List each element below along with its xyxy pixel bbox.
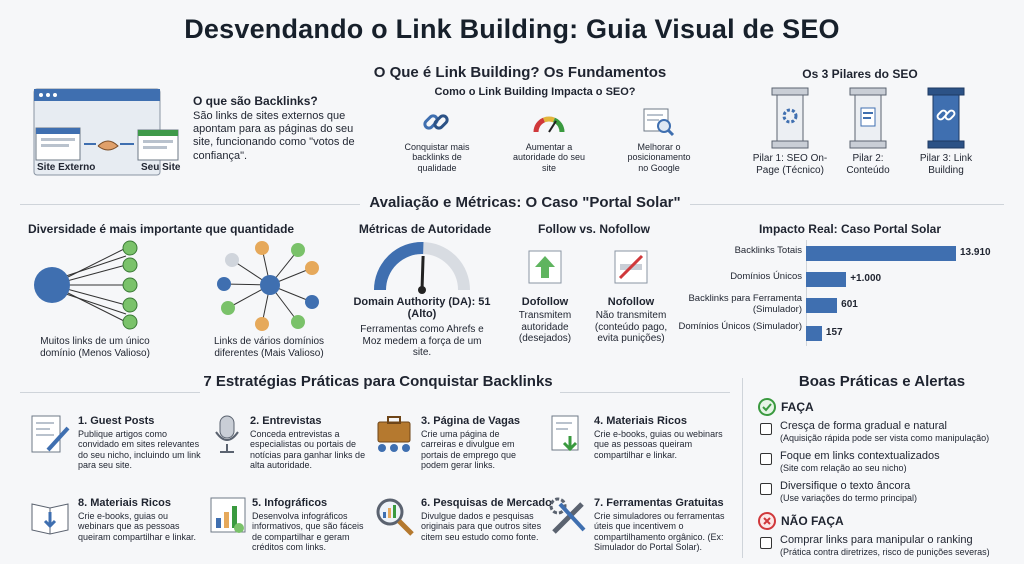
pilar-2-label: Pilar 2: Conteúdo	[846, 153, 890, 176]
impacto-2-label: Aumentar a autoridade do seu site	[512, 142, 586, 173]
page-title: Desvendando o Link Building: Guia Visual de SEO	[184, 14, 840, 44]
pillar-1-gear-icon	[770, 86, 810, 150]
briefcase-icon	[372, 412, 416, 456]
faca-3-title: Diversifique o texto âncora	[780, 480, 911, 492]
chart-value-label: 13.910	[960, 247, 991, 258]
writing-icon	[28, 412, 72, 456]
chart-bar	[806, 326, 822, 341]
arrow-up-icon	[528, 250, 562, 284]
research-magnifier-icon	[372, 494, 416, 538]
dofollow-title: Dofollow	[521, 296, 569, 308]
nofollow-title: Nofollow	[607, 296, 655, 308]
nofollow-text: Não transmitem (conteúdo pago, evita punições)	[594, 310, 668, 344]
pillar-3-chain-link-icon	[926, 86, 966, 150]
gauge-icon	[532, 106, 566, 138]
estrategia-7-title: 7. Ferramentas Gratuitas	[594, 497, 724, 509]
chain-link-icon	[420, 106, 452, 138]
chart-category-label: Backlinks para Ferramenta (Simulador)	[688, 293, 802, 315]
seu-site-label: Seu Site	[141, 162, 181, 173]
divider	[560, 392, 730, 393]
estrategias-heading: 7 Estratégias Práticas para Conquistar Backlinks	[203, 373, 553, 390]
boas-praticas-heading: Boas Práticas e Alertas	[798, 373, 966, 390]
estrategia-1-title: 1. Guest Posts	[78, 415, 155, 427]
diversidade-heading: Diversidade é mais importante que quantidade	[28, 222, 295, 236]
chart-category-label: Backlinks Totais	[734, 245, 802, 256]
checkbox	[760, 453, 772, 465]
impact-bar-chart	[676, 240, 1016, 346]
pillar-2-document-icon	[848, 86, 888, 150]
divider	[20, 392, 200, 393]
estrategia-8-text: Crie e-books, guias ou webinars que as pessoas queiram compartilhar e linkar.	[78, 511, 197, 542]
infographic-icon	[208, 494, 248, 538]
download-document-icon	[548, 412, 588, 456]
estrategia-7-text: Crie simuladores ou ferramentas úteis que incentivem o compartilhamento orgânico. (Ex: Simulador do Portal Solar).	[594, 511, 725, 553]
chart-bar	[806, 298, 837, 313]
estrategia-6-text: Divulgue dados e pesquisas originais para que outros sites citem seu estudo como fonte.	[421, 511, 542, 542]
divider	[20, 204, 360, 205]
checkbox	[760, 537, 772, 549]
chart-bar	[806, 272, 846, 287]
estrategia-3-title: 3. Página de Vagas	[421, 415, 521, 427]
impacto-real-heading: Impacto Real: Caso Portal Solar	[758, 222, 942, 236]
multi-domain-diagram	[218, 240, 322, 330]
da-text: Ferramentas como Ahrefs e Moz medem a força de um site.	[360, 324, 484, 358]
diag2-caption: Links de vários domínios diferentes (Mais Valioso)	[213, 336, 325, 359]
da-label: Domain Authority (DA): 51 (Alto)	[353, 296, 491, 320]
follow-heading: Follow vs. Nofollow	[538, 222, 650, 236]
chart-category-label: Domínios Únicos	[730, 271, 802, 282]
chart-value-label: 157	[825, 327, 843, 338]
chart-value-label: +1.000	[850, 273, 882, 284]
estrategia-4-title: 4. Materiais Ricos	[594, 415, 687, 427]
divider	[690, 204, 1004, 205]
microphone-icon	[210, 412, 244, 456]
faca-2-title: Foque em links contextualizados	[780, 450, 940, 462]
faca-1-title: Cresça de forma gradual e natural	[780, 420, 947, 432]
backlinks-text: São links de sites externos que apontam para as páginas do seu site, funcionando como "votos de confiança".	[193, 110, 355, 162]
faca-2-note: (Site com relação ao seu nicho)	[780, 463, 907, 473]
faca-label: FAÇA	[781, 400, 814, 414]
nao-faca-label: NÃO FAÇA	[781, 514, 844, 528]
avaliacao-heading: Avaliação e Métricas: O Caso "Portal Solar"	[369, 194, 681, 211]
checkbox	[760, 483, 772, 495]
estrategia-8-title: 8. Materiais Ricos	[78, 497, 171, 509]
impacto-heading: Como o Link Building Impacta o SEO?	[434, 86, 636, 98]
site-externo-label: Site Externo	[37, 162, 96, 173]
divider	[742, 378, 743, 558]
pilares-heading: Os 3 Pilares do SEO	[802, 67, 918, 81]
fundamentos-heading: O Que é Link Building? Os Fundamentos	[373, 64, 667, 81]
estrategia-3-text: Crie uma página de carreiras e divulgue em portais de emprego que podem gerar links.	[421, 429, 517, 471]
estrategia-1-text: Publique artigos como convidado em sites relevantes do seu nicho, incluindo um link para seu site.	[78, 429, 201, 471]
estrategia-2-title: 2. Entrevistas	[250, 415, 322, 427]
metricas-heading: Métricas de Autoridade	[358, 222, 492, 236]
faca-1-note: (Aquisição rápida pode ser vista como manipulação)	[780, 433, 990, 443]
dofollow-text: Transmitem autoridade (desejados)	[518, 310, 572, 344]
magnifier-icon	[642, 106, 676, 138]
nao-faca-1-note: (Prática contra diretrizes, risco de punições severas)	[780, 547, 990, 557]
da-gauge	[372, 240, 472, 296]
estrategia-5-text: Desenvolva infográficos informativos, que são fáceis de compartilhar e geram créditos com links.	[252, 511, 364, 553]
single-domain-diagram	[30, 240, 150, 330]
book-download-icon	[28, 494, 72, 538]
checkbox	[760, 423, 772, 435]
impacto-1-label: Conquistar mais backlinks de qualidade	[404, 142, 470, 173]
estrategia-5-title: 5. Infográficos	[252, 497, 328, 509]
x-circle-icon	[758, 512, 776, 530]
blocked-link-icon	[614, 250, 648, 284]
chart-value-label: 601	[841, 299, 858, 310]
impacto-3-label: Melhorar o posicionamento no Google	[627, 142, 691, 173]
estrategia-2-text: Conceda entrevistas a especialistas ou portais de notícias para ganhar links de alta autoridade.	[250, 429, 366, 471]
nao-faca-1-title: Comprar links para manipular o ranking	[780, 534, 973, 546]
estrategia-6-title: 6. Pesquisas de Mercado	[421, 497, 552, 509]
backlinks-title: O que são Backlinks?	[193, 94, 318, 108]
check-circle-icon	[758, 398, 776, 416]
faca-3-note: (Use variações do termo principal)	[780, 493, 918, 503]
pilar-1-label: Pilar 1: SEO On-Page (Técnico)	[752, 153, 828, 176]
tools-icon	[546, 494, 590, 538]
pilar-3-label: Pilar 3: Link Building	[919, 153, 973, 176]
chart-category-label: Domínios Únicos (Simulador)	[678, 321, 802, 332]
diag1-caption: Muitos links de um único domínio (Menos Valioso)	[40, 336, 150, 359]
chart-bar	[806, 246, 956, 261]
estrategia-4-text: Crie e-books, guias ou webinars que as pessoas queiram compartilhar e linkar.	[594, 429, 723, 460]
